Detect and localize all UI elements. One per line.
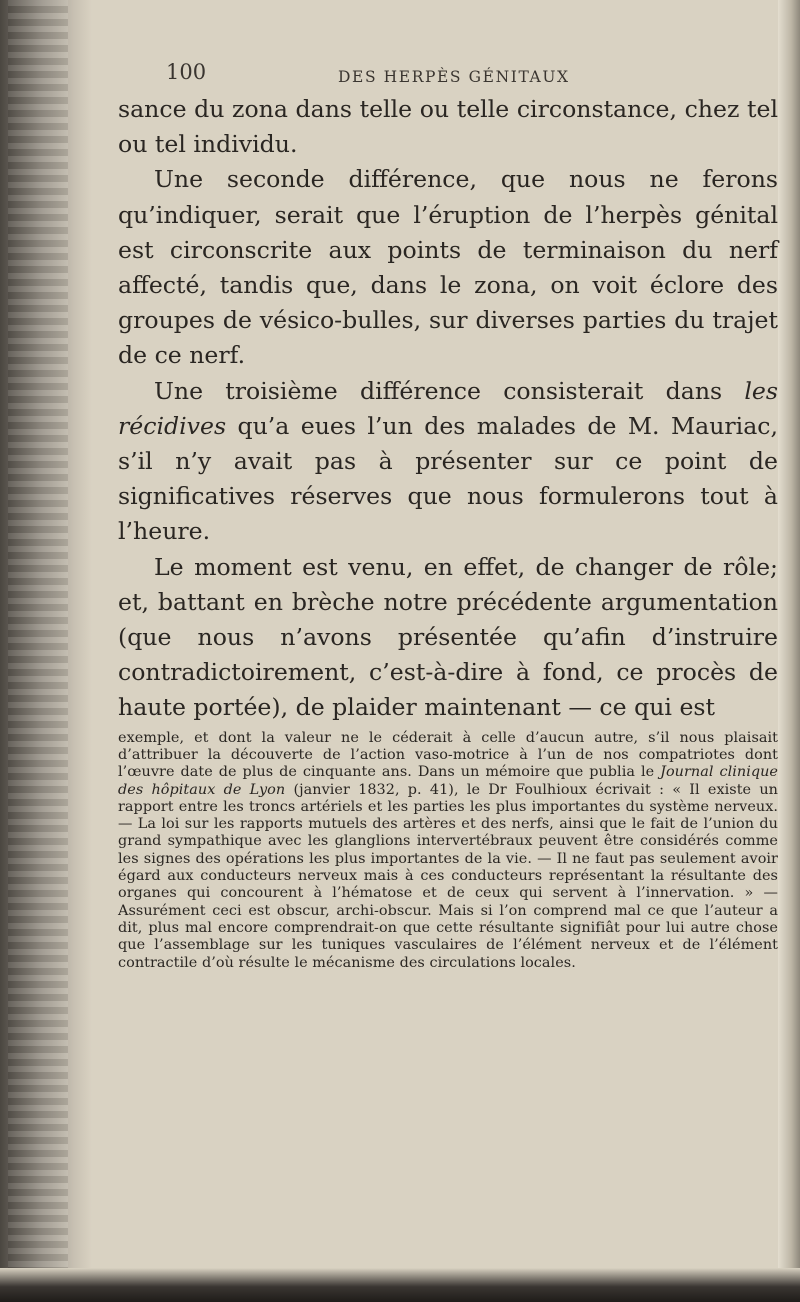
page-edge-right (778, 0, 800, 1302)
page-header (118, 58, 778, 92)
page-edge-bottom (0, 1268, 800, 1302)
paragraph-2 (118, 162, 778, 373)
paragraph-4 (118, 550, 778, 726)
page-number: 100 (166, 60, 207, 84)
paragraph-3-text-b: qu’a eues l’un des malades de M. Mauriac, s’il n’y avait pas à présenter sur ce point de significatives réserves que nous formulerons tout à l’heure. (118, 411, 778, 546)
footnote-paragraph (118, 730, 778, 972)
paragraph-2-text: Une seconde différence, que nous ne ferons qu’indiquer, serait que l’éruption de l’herpès génital est circonscrite aux points de terminaison du nerf affecté, tandis que, dans le zona, on voit éclore des groupes de vésico-bulles, sur diverses parties du trajet de ce nerf. (118, 165, 778, 370)
paragraph-4-text: Le moment est venu, en effet, de changer de rôle; et, battant en brèche notre précédente argumentation (que nous n’avons présentée qu’afin d’instruire contradictoirement, c’est-à-dire à fond, ce procès de haute portée), de plaider maintenant — ce qui est (118, 552, 778, 722)
book-page (118, 58, 778, 972)
footnote-text-b: (janvier 1832, p. 41), le Dr Foulhioux écrivait : « Il existe un rapport entre les troncs artériels et les parties les plus importantes du système nerveux. — La loi sur les rapports mutuels des artères et des nerfs, ainsi que le fait de l’union du grand sympathique avec les glanglions intervertébraux peuvent être considérés comme les signes des opérations les plus importantes de la vie. — Il ne faut pas seulement avoir égard aux conducteurs nerveux mais à ces conducteurs représentant la résultante des organes qui concourent à l’hématose et de ceux qui servent à l’innervation. » — Assurément ceci est obscur, archi-obscur. Mais si l’on comprend mal ce que l’auteur a dit, plus mal encore comprendrait-on que cette résultante signifiât pour lui autre chose que l’assemblage sur les tuniques vasculaires de l’élément nerveux et de l’élément contractile d’où résulte le mécanisme des circulations locales. (118, 781, 778, 971)
paragraph-3 (118, 374, 778, 550)
main-text (118, 92, 778, 726)
binding-gutter (0, 0, 92, 1302)
paragraph-1 (118, 92, 778, 162)
paragraph-1-text: sance du zona dans telle ou telle circonstance, chez tel ou tel individu. (118, 95, 778, 159)
running-head: DES HERPÈS GÉNITAUX (338, 68, 570, 86)
footnote (118, 730, 778, 972)
paragraph-3-italic: les récidives (118, 376, 778, 440)
paragraph-3-text-a: Une troisième différence consisterait dans (154, 376, 745, 405)
footnote-journal-title: Journal clinique des hôpitaux de Lyon (118, 764, 778, 798)
footnote-text-a: exemple, et dont la valeur ne le céderait à celle d’aucun autre, s’il nous plaisait d’attribuer la découverte de l’action vaso-motrice à l’un de nos compatriotes dont l’œuvre date de plus de cinquante ans. Dans un mémoire que publia le (118, 729, 778, 781)
